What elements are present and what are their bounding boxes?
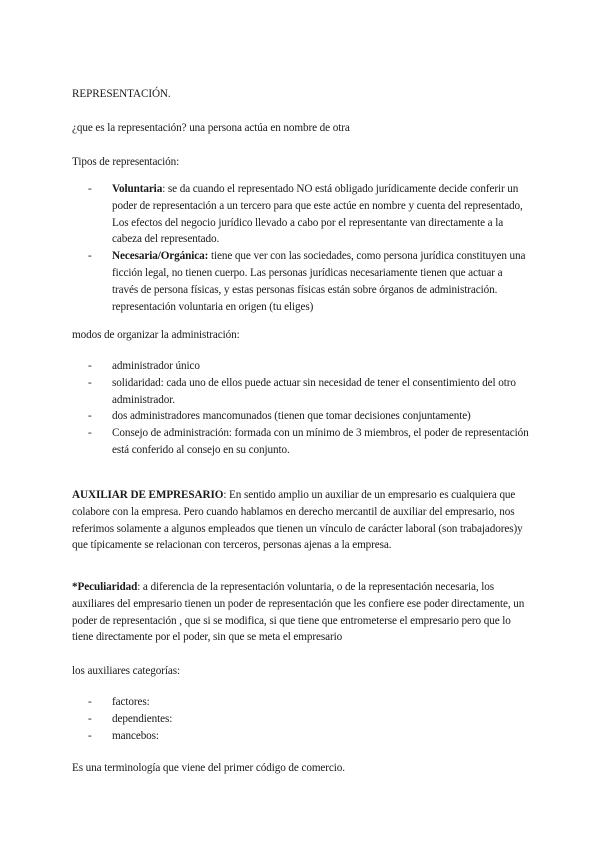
modes-list xyxy=(88,358,530,459)
bullet-dash: - xyxy=(88,376,92,389)
categories-heading: los auxiliares categorías: xyxy=(72,665,180,677)
bullet-dash: - xyxy=(88,696,92,708)
list-item-voluntaria xyxy=(88,181,530,248)
term-voluntaria: Voluntaria xyxy=(112,183,163,195)
auxiliar-paragraph xyxy=(72,487,532,554)
list-item xyxy=(88,375,530,409)
text-voluntaria: : se da cuando el representado NO está obligado jurídicamente decide conferir un poder de representación a un tercero para que este actúe en nombre y cuenta del representado, Los efectos del negocio jurídico llevado a cabo por el representante van directamente a la cabeza del representado. xyxy=(112,183,523,246)
list-item xyxy=(88,694,530,711)
mode-text: Consejo de administración: formada con un mínimo de 3 miembros, el poder de representación está conferido al consejo en su conjunto. xyxy=(112,427,529,456)
auxiliar-text: : En sentido amplio un auxiliar de un empresario es cualquiera que colabore con la empresa. Pero cuando hablamos en derecho mercantil de auxiliar del empresario, nos referimos solamente a algunos empleados que tienen un vínculo de carácter laboral (son trabajadores)y que típicamente se relacionan con terceros, personas ajenas a la empresa. xyxy=(72,489,523,552)
peculiaridad-text: : a diferencia de la representación voluntaria, o de la representación necesaria, los auxiliares del empresario tienen un poder de representación que les confiere ese poder directamente, un poder de representación , que si se modifica, si que tiene que entrometerse el empresario pero que lo tiene directamente por el poder, sin que se meta el empresario xyxy=(72,581,525,644)
bullet-dash: - xyxy=(88,250,92,263)
peculiaridad-paragraph xyxy=(72,579,532,646)
list-item-necesaria xyxy=(88,248,530,315)
category-text: factores: xyxy=(112,696,150,708)
bullet-dash: - xyxy=(88,410,92,423)
mode-text: administrador único xyxy=(112,360,200,372)
bullet-dash: - xyxy=(88,427,92,440)
bullet-dash: - xyxy=(88,360,92,372)
auxiliar-term: AUXILIAR DE EMPRESARIO xyxy=(72,489,224,501)
list-item xyxy=(88,425,530,459)
categories-list xyxy=(88,694,530,744)
text-necesaria: tiene que ver con las sociedades, como persona jurídica constituyen una ficción legal, no tienen cuerpo. Las personas jurídicas necesariamente tienen que actuar a través de persona físicas, y estas personas físicas están sobre órganos de administración. representación voluntaria en origen (tu eliges) xyxy=(112,250,526,313)
category-text: dependientes: xyxy=(112,712,173,725)
list-item xyxy=(88,728,530,745)
category-text: mancebos: xyxy=(112,729,159,742)
modes-heading: modos de organizar la administración: xyxy=(72,329,240,341)
question-line: ¿que es la representación? una persona actúa en nombre de otra xyxy=(72,122,350,134)
term-necesaria: Necesaria/Orgánica: xyxy=(112,250,209,263)
bullet-dash: - xyxy=(88,183,92,195)
closing-line: Es una terminología que viene del primer código de comercio. xyxy=(72,762,345,774)
mode-text: dos administradores mancomunados (tienen que tomar decisiones conjuntamente) xyxy=(112,410,471,423)
bullet-dash: - xyxy=(88,712,92,725)
list-item xyxy=(88,358,530,375)
document-title: REPRESENTACIÓN. xyxy=(72,88,171,100)
types-list xyxy=(88,181,530,315)
list-item xyxy=(88,408,530,425)
types-heading: Tipos de representación: xyxy=(72,156,180,168)
peculiaridad-term: *Peculiaridad xyxy=(72,581,138,593)
mode-text: solidaridad: cada uno de ellos puede actuar sin necesidad de tener el consentimiento del otro administrador. xyxy=(112,376,516,406)
list-item xyxy=(88,711,530,728)
bullet-dash: - xyxy=(88,729,92,742)
